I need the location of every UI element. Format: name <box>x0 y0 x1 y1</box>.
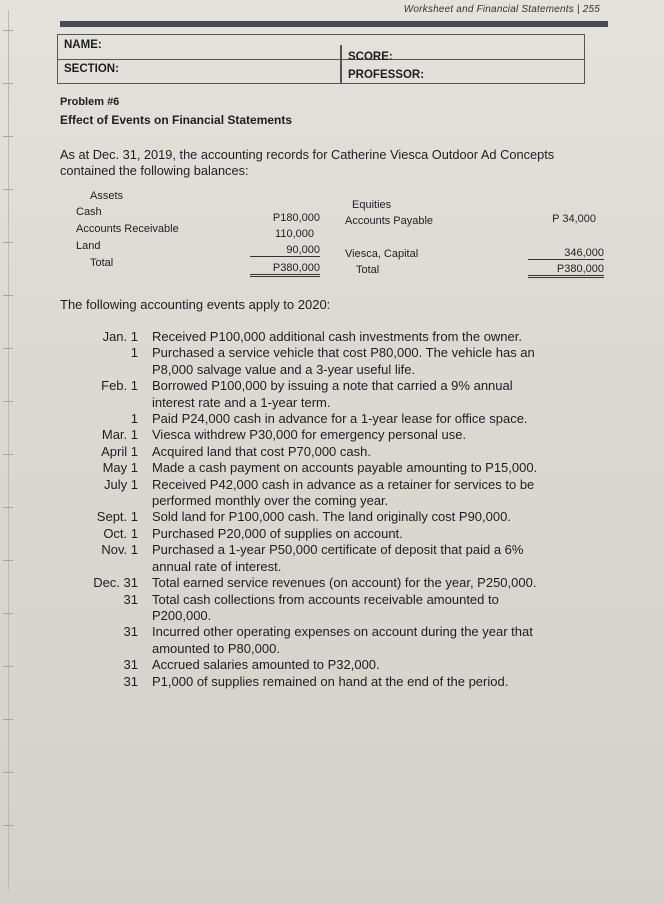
event-text-line: interest rate and a 1-year term. <box>152 394 331 410</box>
event-date: 1 <box>130 345 138 361</box>
event-item <box>86 329 626 345</box>
events-intro: The following accounting events apply to 2020: <box>60 297 331 312</box>
event-text-line: Borrowed P100,000 by issuing a note that carried a 9% annual <box>152 378 513 394</box>
running-header: Worksheet and Financial Statements | 255 <box>403 4 600 15</box>
header-rule <box>60 21 608 27</box>
accounts-payable-label: Accounts Payable <box>345 215 434 227</box>
event-text-line: Total earned service revenues (on account) for the year, P250,000. <box>152 575 537 591</box>
event-item <box>86 378 626 411</box>
event-date: 31 <box>123 673 138 689</box>
capital-value: 346,000 <box>528 247 604 260</box>
event-item <box>86 575 626 591</box>
event-item <box>86 526 626 542</box>
event-date: Dec. 31 <box>93 575 138 591</box>
event-text-line: P1,000 of supplies remained on hand at the end of the period. <box>152 673 509 689</box>
event-item <box>86 427 626 443</box>
event-item <box>86 624 626 657</box>
event-date: 1 <box>130 411 138 427</box>
event-text-line: performed monthly over the coming year. <box>152 493 389 509</box>
problem-title: Effect of Events on Financial Statements <box>60 113 293 127</box>
event-date: April 1 <box>101 443 138 459</box>
event-text-line: P8,000 salvage value and a 3-year useful life. <box>152 361 416 377</box>
intro-line-1: As at Dec. 31, 2019, the accounting records for Catherine Viesca Outdoor Ad Concepts <box>60 147 555 162</box>
event-text-line: Purchased a 1-year P50,000 certificate of deposit that paid a 6% <box>152 542 524 558</box>
event-item <box>86 509 626 525</box>
event-date: Feb. 1 <box>101 378 138 394</box>
assets-total-label: Total <box>90 257 114 269</box>
event-text-line: Sold land for P100,000 cash. The land originally cost P90,000. <box>152 509 511 525</box>
equities-total-label: Total <box>356 264 380 276</box>
event-item <box>86 542 626 575</box>
event-text-line: amounted to P80,000. <box>152 640 280 656</box>
event-item <box>86 592 626 625</box>
event-text-line: Made a cash payment on accounts payable amounting to P15,000. <box>152 460 538 476</box>
event-text-line: Purchased P20,000 of supplies on account. <box>152 525 403 541</box>
capital-label: Viesca, Capital <box>345 248 419 260</box>
assets-heading: Assets <box>90 190 124 202</box>
accounts-receivable-label: Accounts Receivable <box>76 223 179 235</box>
problem-number: Problem #6 <box>60 96 120 108</box>
professor-label: PROFESSOR: <box>348 69 425 81</box>
events-list <box>86 329 626 690</box>
name-label: NAME: <box>64 39 102 51</box>
event-date: Sept. 1 <box>96 509 138 525</box>
event-item <box>86 674 626 690</box>
event-text-line: Paid P24,000 cash in advance for a 1-year lease for office space. <box>152 411 528 427</box>
event-date: Nov. 1 <box>101 542 138 558</box>
intro-line-2: contained the following balances: <box>60 163 249 178</box>
event-item <box>86 477 626 510</box>
assets-total-value: P380,000 <box>250 262 320 277</box>
event-text-line: Acquired land that cost P70,000 cash. <box>152 443 371 459</box>
accounts-receivable-value: 110,000 <box>275 228 314 240</box>
event-item <box>86 411 626 427</box>
score-label: SCORE: <box>348 51 393 63</box>
event-date: 31 <box>123 624 138 640</box>
event-item <box>86 444 626 460</box>
event-text-line: Received P42,000 cash in advance as a retainer for services to be <box>152 476 535 492</box>
event-text-line: annual rate of interest. <box>152 558 282 574</box>
event-date: Jan. 1 <box>102 329 138 344</box>
event-text-line: Viesca withdrew P30,000 for emergency personal use. <box>152 427 467 443</box>
event-item <box>86 460 626 476</box>
accounts-payable-value: P 34,000 <box>552 213 596 225</box>
event-text-line: Received P100,000 additional cash investments from the owner. <box>152 329 522 344</box>
event-date: July 1 <box>104 476 138 492</box>
land-label: Land <box>76 240 101 252</box>
equities-total-value: P380,000 <box>528 263 604 278</box>
event-item <box>86 345 626 378</box>
event-text-line: P200,000. <box>152 607 212 623</box>
event-date: 31 <box>123 591 138 607</box>
binding-ticks <box>3 30 13 878</box>
event-item <box>86 657 626 673</box>
cash-value: P180,000 <box>272 212 320 224</box>
event-text-line: Accrued salaries amounted to P32,000. <box>152 657 380 673</box>
event-date: May 1 <box>102 460 138 476</box>
event-date: Mar. 1 <box>101 427 138 443</box>
event-date: 31 <box>123 657 138 673</box>
event-text-line: Purchased a service vehicle that cost P80,000. The vehicle has an <box>152 345 535 361</box>
equities-heading: Equities <box>352 199 392 211</box>
student-info-box <box>57 34 585 84</box>
event-text-line: Total cash collections from accounts receivable amounted to <box>152 591 499 607</box>
cash-label: Cash <box>76 206 102 218</box>
section-label: SECTION: <box>64 63 119 75</box>
event-date: Oct. 1 <box>103 525 138 541</box>
event-text-line: Incurred other operating expenses on account during the year that <box>152 624 533 640</box>
land-value: 90,000 <box>250 244 320 257</box>
